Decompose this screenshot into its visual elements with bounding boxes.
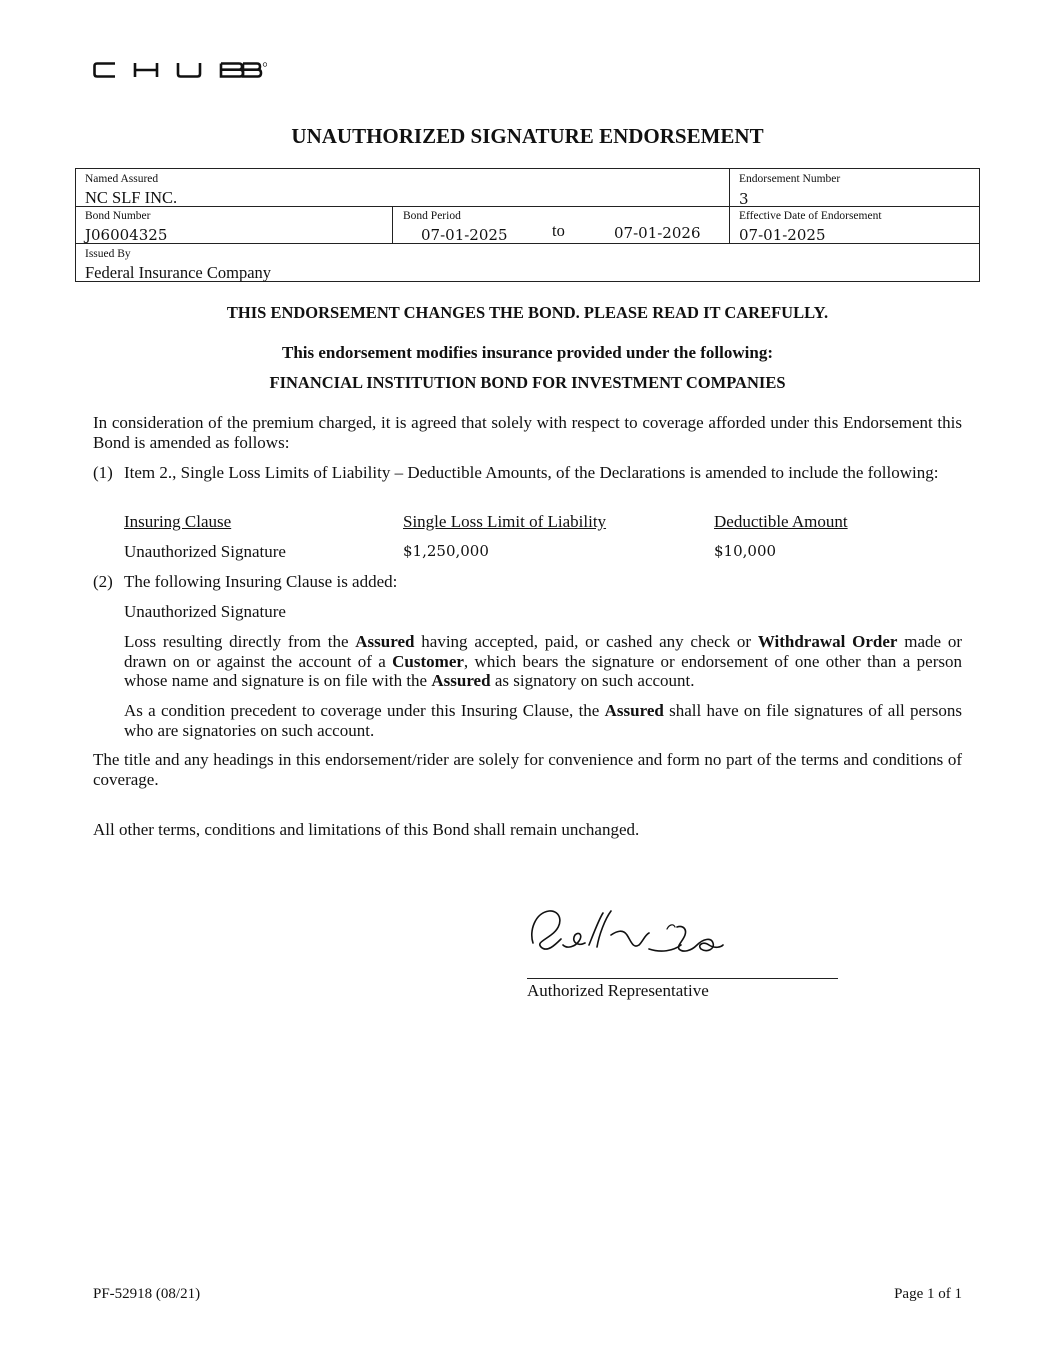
- issued-by-value: Federal Insurance Company: [85, 263, 272, 282]
- bond-period-to: 07-01-2026: [614, 224, 701, 242]
- issued-by-cell: [75, 243, 980, 282]
- signature-label: Authorized Representative: [527, 981, 709, 1000]
- limits-row-clause: Unauthorized Signature: [124, 542, 286, 561]
- endorsement-number-value: 3: [739, 190, 749, 208]
- document-title: UNAUTHORIZED SIGNATURE ENDORSEMENT: [291, 124, 764, 148]
- bond-number-cell: [75, 206, 393, 244]
- limits-row-limit: $1,250,000: [403, 542, 489, 560]
- item-1-marker: (1): [93, 463, 113, 482]
- form-number: PF-52918 (08/21): [93, 1286, 201, 1302]
- clause-paragraph-2: As a condition precedent to coverage under this Insuring Clause, the Assured shall have on file signatures of all persons who are signatories on such account.: [124, 701, 962, 740]
- limits-row-deductible: $10,000: [714, 542, 777, 560]
- item-2-text: The following Insuring Clause is added:: [124, 572, 398, 591]
- consideration-paragraph: In consideration of the premium charged, it is agreed that solely with respect to coverage afforded under this Endorsement this Bond is amended as follows:: [93, 413, 962, 452]
- named-assured-label: Named Assured: [85, 173, 159, 185]
- signature-image: [527, 905, 727, 971]
- bond-period-cell: [392, 206, 730, 244]
- limits-header-insuring-clause: Insuring Clause: [124, 512, 232, 531]
- handwritten-signature: [527, 905, 727, 967]
- clause-heading: Unauthorized Signature: [124, 602, 286, 621]
- chubb-wordmark: [93, 62, 267, 78]
- page-number: Page 1 of 1: [894, 1286, 962, 1302]
- modifies-line: This endorsement modifies insurance provided under the following:: [282, 343, 773, 362]
- named-assured-cell: [75, 168, 730, 207]
- bond-number-label: Bond Number: [85, 210, 151, 222]
- endorsement-number-cell: [729, 168, 980, 207]
- signature-line: [527, 978, 838, 979]
- named-assured-value: NC SLF INC.: [85, 188, 178, 207]
- bond-period-label: Bond Period: [403, 210, 461, 222]
- bond-form-name: FINANCIAL INSTITUTION BOND FOR INVESTMENT COMPANIES: [269, 373, 786, 392]
- bond-period-to-word: to: [552, 221, 565, 240]
- issued-by-label: Issued By: [85, 248, 131, 260]
- unchanged-statement: All other terms, conditions and limitations of this Bond shall remain unchanged.: [93, 820, 640, 839]
- chubb-logo: [93, 62, 267, 82]
- bond-info-table: [75, 168, 980, 282]
- bond-period-from: 07-01-2025: [421, 226, 508, 244]
- changes-notice: THIS ENDORSEMENT CHANGES THE BOND. PLEASE READ IT CAREFULLY.: [226, 303, 829, 322]
- endorsement-number-label: Endorsement Number: [739, 173, 841, 185]
- limits-header-deductible: Deductible Amount: [714, 512, 848, 531]
- effective-date-cell: [729, 206, 980, 244]
- bond-number-value: J06004325: [85, 226, 168, 244]
- effective-date-label: Effective Date of Endorsement: [739, 210, 882, 222]
- limits-header-single-loss: Single Loss Limit of Liability: [403, 512, 607, 531]
- clause-paragraph-1: Loss resulting directly from the Assured having accepted, paid, or cashed any check or Withdrawal Order made or drawn on or against the account of a Customer, which bears the signature or endorsement of one other than a person whose name and signature is on file with the Assured as signatory on such account.: [124, 632, 962, 690]
- effective-date-value: 07-01-2025: [739, 226, 826, 244]
- title-disclaimer: The title and any headings in this endorsement/rider are solely for convenience and form no part of the terms and conditions of coverage.: [93, 750, 962, 789]
- item-2-marker: (2): [93, 572, 113, 591]
- item-1-text: Item 2., Single Loss Limits of Liability – Deductible Amounts, of the Declarations is amended to include the following:: [124, 463, 939, 482]
